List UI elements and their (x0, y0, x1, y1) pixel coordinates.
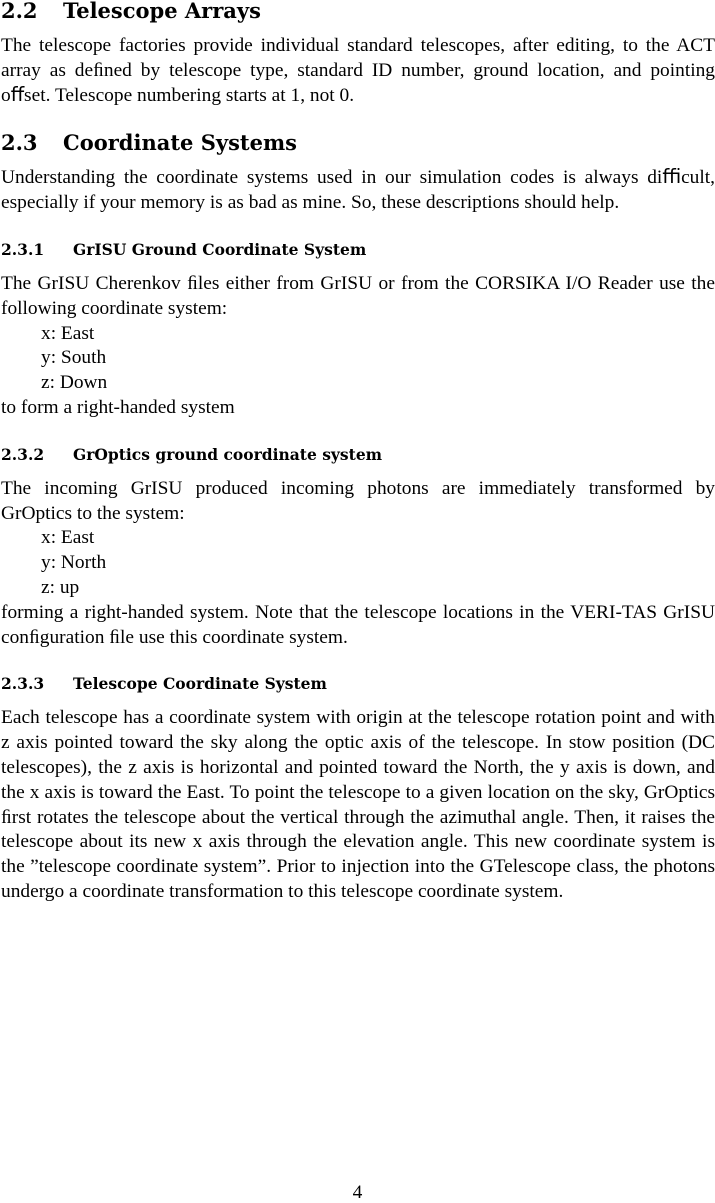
subsection-title: Telescope Coordinate System (73, 674, 327, 694)
subsection-heading (1, 445, 715, 465)
paragraph: forming a right-handed system. Note that the telescope locations in the VERI-TAS GrISU conﬁguration ﬁle use this coordinate system. (1, 601, 715, 648)
subsection-title: GrOptics ground coordinate system (73, 444, 383, 464)
subsection-2-3-1 (1, 240, 715, 421)
subsection-heading (1, 674, 715, 694)
axis-line: z: up (41, 576, 80, 598)
section-number: 2.3 (1, 130, 38, 156)
paragraph: The GrISU Cherenkov ﬁles either from GrISU or from the CORSIKA I/O Reader use the following coordinate system: (1, 272, 715, 319)
paragraph: Each telescope has a coordinate system with origin at the telescope rotation point and with z axis pointed toward the sky along the optic axis of the telescope. In stow position (DC telescopes), the z axis is horizontal and pointed toward the North, the y axis is down, and the x axis is toward the East. To point the telescope to a given location on the sky, GrOptics ﬁrst rotates the telescope about the vertical through the azimuthal angle. Then, it raises the telescope about its new x axis through the elevation angle. This new coordinate system is the ”telescope coordinate system”. Prior to injection into the GTelescope class, the photons undergo a coordinate transformation to this telescope coordinate system. (1, 707, 715, 902)
subsection-number: 2.3.1 (1, 239, 45, 259)
page-number: 4 (352, 1182, 363, 1203)
section-title: Telescope Arrays (63, 0, 261, 23)
axis-line: z: Down (41, 372, 108, 394)
section-2-2 (1, 0, 715, 108)
section-number: 2.2 (1, 0, 38, 23)
section-heading (1, 0, 715, 22)
axis-line: x: East (41, 527, 95, 549)
paragraph: to form a right-handed system (1, 396, 235, 418)
axis-line: y: South (41, 347, 107, 369)
paragraph: Understanding the coordinate systems used in our simulation codes is always diﬃcult, especially if your memory is as bad as mine. So, these descriptions should help. (1, 167, 715, 214)
section-title: Coordinate Systems (63, 130, 297, 156)
paragraph: The incoming GrISU produced incoming photons are immediately transformed by GrOptics to the system: (1, 477, 715, 524)
subsection-2-3-2 (1, 445, 715, 651)
subsection-2-3-3 (1, 674, 715, 904)
section-heading (1, 132, 715, 154)
paragraph: The telescope factories provide individual standard telescopes, after editing, to the ACT array as deﬁned by telescope type, standard ID number, ground location, and pointing oﬀset. Telescope numbering starts at 1, not 0. (1, 35, 715, 106)
subsection-title: GrISU Ground Coordinate System (73, 239, 367, 259)
subsection-heading (1, 240, 715, 260)
subsection-number: 2.3.2 (1, 444, 45, 464)
section-2-3 (1, 132, 715, 216)
axis-line: y: North (41, 552, 107, 574)
page-content (1, 0, 715, 905)
subsection-number: 2.3.3 (1, 674, 45, 694)
axis-line: x: East (41, 322, 95, 344)
